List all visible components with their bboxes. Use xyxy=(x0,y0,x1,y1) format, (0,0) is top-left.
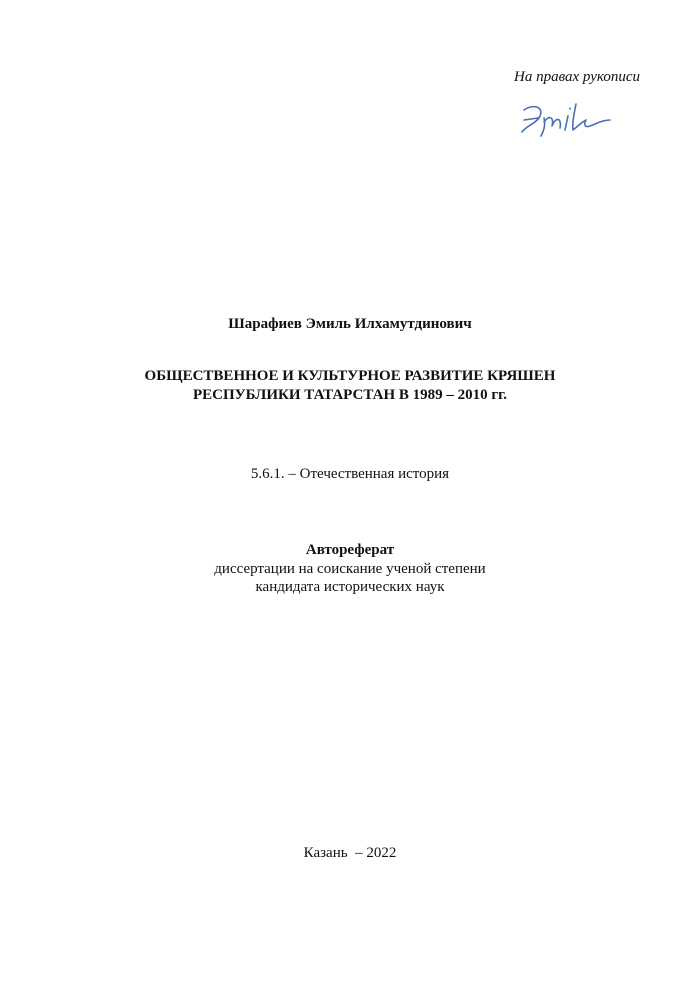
specialty-code: 5.6.1. – Отечественная история xyxy=(250,466,450,482)
document-description xyxy=(0,560,700,596)
description-line: кандидата исторических наук xyxy=(255,579,445,595)
author-name: Шарафиев Эмиль Илхамутдинович xyxy=(228,316,472,332)
place-and-year: Казань – 2022 xyxy=(303,845,397,861)
description-line: диссертации на соискание ученой степени xyxy=(214,561,486,577)
document-type: Автореферат xyxy=(305,542,395,558)
dissertation-title xyxy=(100,367,600,405)
signature-image xyxy=(510,96,620,146)
manuscript-note: На правах рукописи xyxy=(514,69,640,85)
title-line: ОБЩЕСТВЕННОЕ И КУЛЬТУРНОЕ РАЗВИТИЕ КРЯШЕН xyxy=(144,368,556,384)
title-line: РЕСПУБЛИКИ ТАТАРСТАН В 1989 – 2010 гг. xyxy=(192,387,508,403)
